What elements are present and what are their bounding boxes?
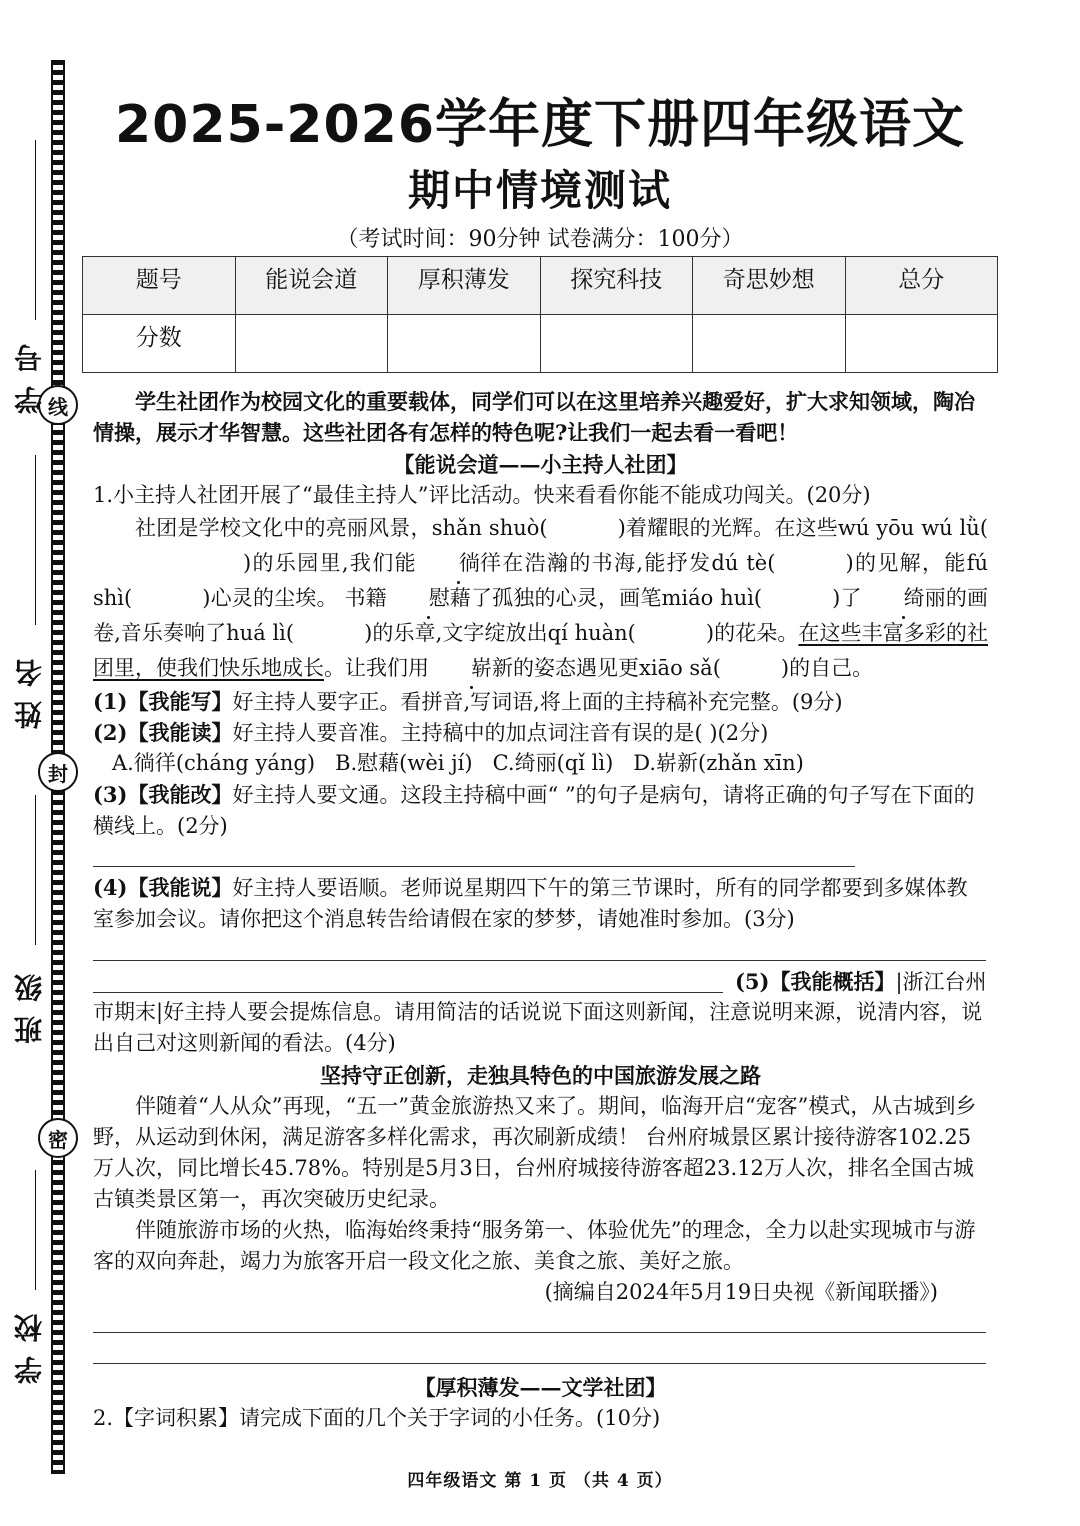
- score-col-header: 探究科技: [540, 257, 693, 315]
- pinyin-1: shǎn shuò: [431, 516, 540, 540]
- passage-text: 着耀眼的光辉。在这些: [625, 516, 838, 540]
- q-tag: (3)【我能改】: [93, 782, 233, 807]
- score-cell[interactable]: [235, 315, 388, 373]
- dotted-word-3: 绮丽: [862, 581, 946, 616]
- news-source: (摘编自2024年5月19日央视《新闻联播》): [544, 1280, 938, 1304]
- passage-text: 的画卷,音乐奏响了: [93, 586, 989, 645]
- q-tag: (4)【我能说】: [93, 875, 233, 900]
- answer-line-1-5b[interactable]: [93, 1363, 986, 1364]
- passage-text: 了: [840, 586, 862, 610]
- name-label: 姓名: [13, 645, 46, 729]
- pinyin-7: qí huàn: [547, 621, 628, 645]
- pinyin-3: dú tè: [711, 551, 768, 575]
- exam-info: （考试时间：90分钟 试卷满分：100分）: [336, 227, 744, 252]
- option-c[interactable]: C.绮丽(qǐ lì): [492, 751, 614, 775]
- class-line[interactable]: [35, 795, 36, 945]
- option-b[interactable]: B.慰藉(wèi jí): [335, 751, 473, 775]
- option-d[interactable]: D.崭新(zhǎn xīn): [633, 751, 804, 775]
- pinyin-4: fú shì: [93, 551, 988, 610]
- pinyin-2: wú yōu wú lǜ: [837, 516, 980, 540]
- host-script-passage: 社团是学校文化中的亮丽风景，shǎn shuò( )着耀眼的光辉。在这些wú yōu wú lǜ()的乐园里,我们能 徜徉在浩瀚的书海,能抒发dú tè( )的见解，能fú shì( )心灵的尘埃。 书籍 慰藉了孤独的心灵，画笔miáo huì( )了 绮丽的画卷,音乐奏响了huá lì( )的乐章,文字绽放出qí huàn( )的花朵。在这些丰富多彩的社团里，使我们快乐地成长。让我们用 崭新的姿态遇见更xiāo sǎ( )的自己。: [93, 511, 988, 686]
- page-footer: 四年级语文 第 1 页 （共 4 页）: [407, 1471, 673, 1491]
- passage-text: 的乐章,文字绽放出: [372, 621, 548, 645]
- score-cell[interactable]: [540, 315, 693, 373]
- score-col-header: 厚积薄发: [388, 257, 541, 315]
- question-1-2-options: [112, 748, 992, 779]
- question-2: 2.【字词积累】请完成下面的几个关于字词的小任务。(10分): [93, 1406, 661, 1430]
- school-line[interactable]: [35, 1170, 36, 1290]
- news-paragraph-2: 伴随旅游市场的火热，临海始终秉持“服务第一、体验优先”的理念，全力以赴实现城市与游客的双向奔赴，竭力为旅客开启一段文化之旅、美食之旅、美好之旅。: [93, 1218, 976, 1273]
- q-tag: (5)【我能概括】: [735, 969, 896, 994]
- q-text: 好主持人要文通。这段主持稿中画“ ”的句子是病句，请将正确的句子写在下面的横线上。(2分): [93, 783, 975, 838]
- faulty-sentence: 在这些丰富多彩的社团里，使我们快乐地成长: [93, 621, 988, 680]
- section1-heading: 【能说会道——小主持人社团】: [393, 452, 688, 477]
- score-col-header: 总分: [845, 257, 998, 315]
- score-table-header-row: [83, 257, 998, 315]
- dotted-word-1: 徜徉: [417, 546, 501, 581]
- question-1-1: [93, 686, 988, 718]
- seal-feng: 封: [38, 752, 78, 792]
- question-1-3: [93, 779, 988, 842]
- student-id-line[interactable]: [35, 140, 36, 320]
- q-tag: (2)【我能读】: [93, 720, 233, 745]
- q-tag: (1)【我能写】: [93, 689, 233, 714]
- pinyin-5: miáo huì: [661, 586, 754, 610]
- seal-xian: 线: [38, 385, 78, 425]
- pinyin-8: xiāo sǎ: [639, 656, 713, 680]
- answer-line-1-5a[interactable]: [93, 1332, 986, 1333]
- question-1-4: [93, 872, 988, 935]
- score-cell[interactable]: [693, 315, 846, 373]
- score-row-label: 分数: [83, 315, 236, 373]
- passage-text: 在浩瀚的书海,能抒发: [500, 551, 712, 575]
- passage-text: 的自己。: [789, 656, 874, 680]
- page-title: 2025-2026学年度下册四年级语文: [114, 95, 966, 155]
- score-cell[interactable]: [388, 315, 541, 373]
- answer-line-1-3[interactable]: [93, 866, 855, 867]
- passage-text: 的姿态遇见更: [513, 656, 639, 680]
- question-1-5: 市期末|好主持人要会提炼信息。请用简洁的话说说下面这则新闻，注意说明来源，说清内容，说出自己对这则新闻的看法。(4分): [93, 1000, 983, 1055]
- score-col-header: 能说会道: [235, 257, 388, 315]
- answer-line-1-4b[interactable]: [93, 992, 723, 993]
- passage-text: 心灵的尘埃。 书籍: [210, 586, 387, 610]
- passage-text: 了孤独的心灵，画笔: [470, 586, 662, 610]
- score-table: [82, 256, 998, 373]
- score-cell[interactable]: [845, 315, 998, 373]
- passage-text: 的花朵。: [714, 621, 799, 645]
- answer-line-1-4a[interactable]: [93, 960, 986, 961]
- news-title: 坚持守正创新，走独具特色的中国旅游发展之路: [320, 1063, 761, 1088]
- q-text: |浙江台州: [895, 970, 987, 994]
- score-table-score-row: [83, 315, 998, 373]
- score-col-header: 题号: [83, 257, 236, 315]
- student-id-label: 学号: [13, 330, 46, 414]
- page-subtitle: 期中情境测试: [407, 166, 672, 215]
- q-text: 好主持人要音准。主持稿中的加点词注音有误的是( )(2分): [232, 721, 769, 745]
- pinyin-6: huá lì: [226, 621, 286, 645]
- intro-paragraph: 学生社团作为校园文化的重要载体，同学们可以在这里培养兴趣爱好，扩大求知领域，陶冶情操，展示才华智慧。这些社团各有怎样的特色呢?让我们一起去看一看吧！: [93, 389, 975, 445]
- news-paragraph-1: 伴随着“人从众”再现，“五一”黄金旅游热又来了。期间，临海开启“宠客”模式，从古城到乡野，从运动到休闲，满足游客多样化需求，再次刷新成绩！ 台州府城景区累计接待游客102.25万人次，同比增长45.78%。特别是5月3日，台州府城接待游客超23.12万人次，排名全国古城古镇类景区第一，再次突破历史纪录。: [93, 1094, 977, 1211]
- dotted-word-4: 崭新: [429, 651, 513, 686]
- passage-text: 。让我们用: [324, 656, 429, 680]
- passage-text: 社团是学校文化中的亮丽风景，: [135, 516, 432, 540]
- q-text: 好主持人要字正。看拼音,写词语,将上面的主持稿补充完整。(9分): [232, 690, 843, 714]
- dotted-word-2: 慰藉: [387, 581, 471, 616]
- name-line[interactable]: [35, 455, 36, 625]
- question-1: 1.小主持人社团开展了“最佳主持人”评比活动。快来看看你能不能成功闯关。(20分): [93, 483, 871, 507]
- question-1-5-head: [735, 966, 990, 998]
- section2-heading: 【厚积薄发——文学社团】: [414, 1375, 667, 1400]
- q-text: 好主持人要语顺。老师说星期四下午的第三节课时，所有的同学都要到多媒体教室参加会议。请你把这个消息转告给请假在家的梦梦，请她准时参加。(3分): [93, 876, 968, 931]
- passage-text: 的乐园里,我们能: [251, 551, 417, 575]
- passage-text: 的见解，能: [853, 551, 967, 575]
- school-label: 学校: [13, 1300, 46, 1384]
- option-a[interactable]: A.徜徉(cháng yáng): [112, 751, 316, 775]
- class-label: 班级: [13, 960, 46, 1044]
- question-1-2: [93, 717, 988, 749]
- score-col-header: 奇思妙想: [693, 257, 846, 315]
- seal-mi: 密: [38, 1118, 78, 1158]
